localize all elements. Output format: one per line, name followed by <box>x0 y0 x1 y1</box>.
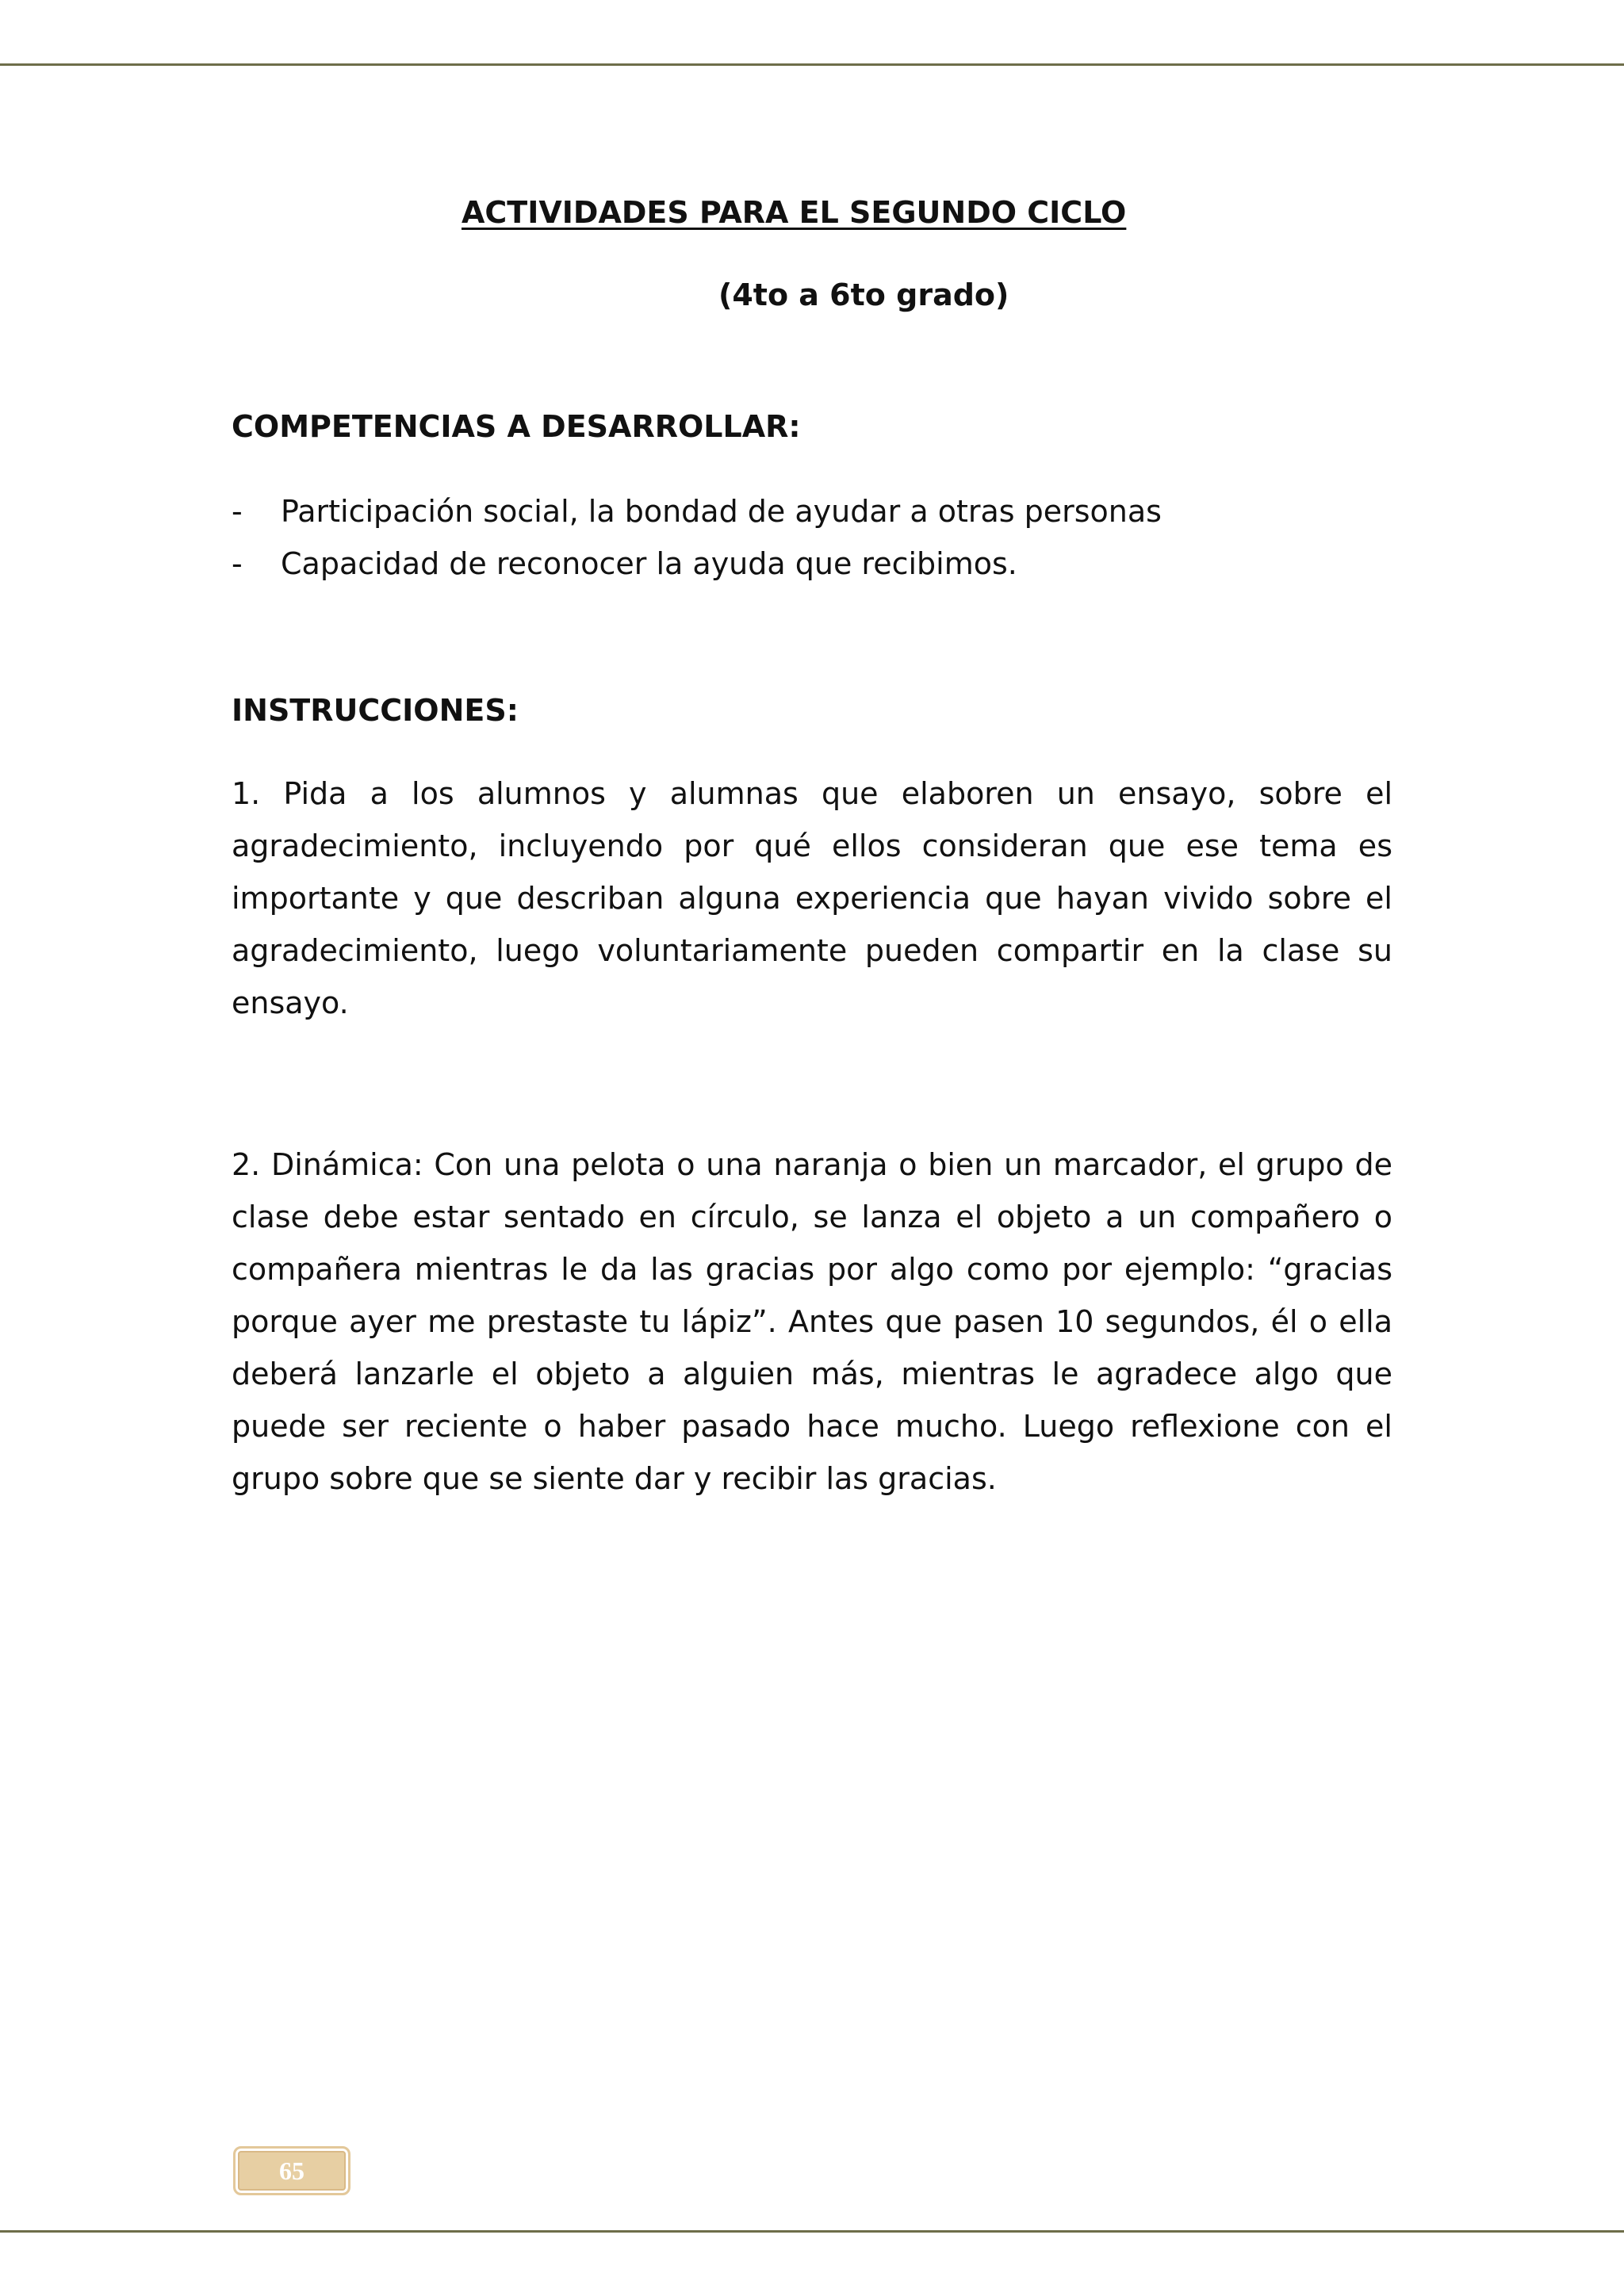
list-item-text: Participación social, la bondad de ayudar a otras personas <box>281 494 1162 529</box>
list-item <box>232 485 1162 538</box>
top-rule <box>0 63 1624 66</box>
page-number: 65 <box>279 2156 304 2185</box>
competencias-heading: COMPETENCIAS A DESARROLLAR: <box>232 409 801 444</box>
list-item-text: Capacidad de reconocer la ayuda que recibimos. <box>281 546 1017 581</box>
instruction-paragraph-2: 2. Dinámica: Con una pelota o una naranja o bien un marcador, el grupo de clase debe estar sentado en círculo, se lanza el objeto a un compañero o compañera mientras le da las gracias por algo como por ejemplo: “gracias porque ayer me prestaste tu lápiz”. Antes que pasen 10 segundos, él o ella deberá lanzarle el objeto a alguien más, mientras le agradece algo que puede ser reciente o haber pasado hace mucho. Luego reflexione con el grupo sobre que se siente dar y recibir las gracias. <box>232 1147 1392 1496</box>
page-subtitle: (4to a 6to grado) <box>718 277 1009 312</box>
bullet-dash: - <box>232 494 243 529</box>
list-item <box>232 538 1162 590</box>
instruction-paragraph-1: 1. Pida a los alumnos y alumnas que elaboren un ensayo, sobre el agradecimiento, incluyendo por qué ellos consideran que ese tema es importante y que describan alguna experiencia que hayan vivido sobre el agradecimiento, luego voluntariamente pueden compartir en la clase su ensayo. <box>232 776 1392 1020</box>
page-number-badge <box>233 2146 350 2195</box>
competencias-list <box>232 485 1162 590</box>
page-title: ACTIVIDADES PARA EL SEGUNDO CICLO <box>462 195 1127 230</box>
bottom-rule <box>0 2230 1624 2233</box>
instrucciones-heading: INSTRUCCIONES: <box>232 693 519 728</box>
bullet-dash: - <box>232 546 243 581</box>
